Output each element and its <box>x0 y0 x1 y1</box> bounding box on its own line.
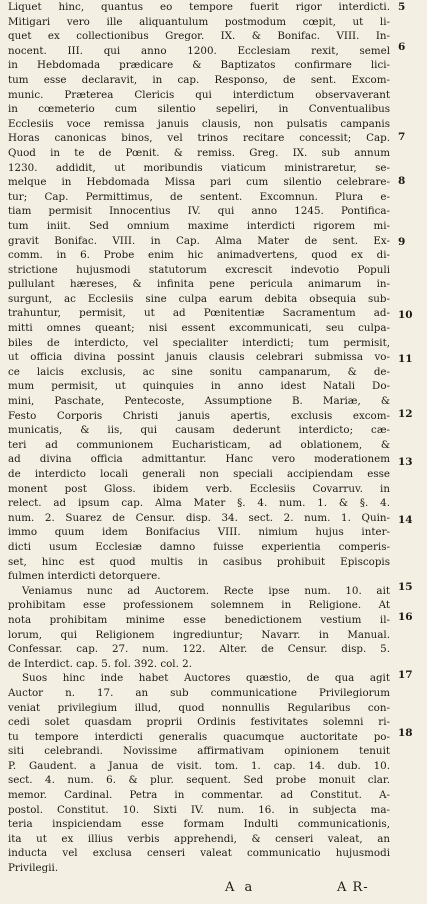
text-line: teria inspiciendam esse formam Indulti communicationis, <box>8 818 390 831</box>
text-line: surgunt, ac Ecclesiis sine culpa earum debita obsequia sub- <box>8 292 390 305</box>
text-line: tu tempore interdicti generalis quacumque auctoritate po- <box>8 730 390 743</box>
text-line: municatis, & iis, qui causam dederunt interdicto; cæ- <box>8 424 390 437</box>
text-line: memor. Cardinal. Petra in commentar. ad Constitut. A- <box>8 789 390 802</box>
text-line: ad divina officia admittantur. Hanc vero moderationem <box>8 453 390 466</box>
text-line: P. Gaudent. a Janua de visit. tom. 1. cap. 14. dub. 10. <box>8 759 390 772</box>
paragraph-start-line: Suos hinc inde habet Auctores quæstio, de qua agit <box>22 672 390 685</box>
text-line: postol. Constitut. 10. Sixti IV. num. 16. in subjecta ma- <box>8 803 390 816</box>
text-line: pullulant hæreses, & infinita pene pericula animarum in- <box>8 278 390 291</box>
text-line: ut officia divina possint januis clausis celebrari submissa vo- <box>8 351 390 364</box>
text-line: siti celebrandi. Novissime affirmativam opinionem tenuit <box>8 745 390 758</box>
text-line: teri ad communionem Eucharisticam, ad oblationem, & <box>8 438 390 451</box>
margin-number: 9 <box>398 236 406 248</box>
text-line: Liquet hinc, quantus eo tempore fuerit rigor interdicti. <box>8 1 390 13</box>
margin-number: 16 <box>398 611 413 623</box>
text-block <box>8 0 390 876</box>
text-line: gravit Bonifac. VIII. in Cap. Alma Mater de sent. Ex- <box>8 234 390 247</box>
text-line: in Hebdomada prædicare & Baptizatos confirmare lici- <box>8 59 390 72</box>
margin-number: 13 <box>398 456 413 468</box>
text-line: num. 2. Suarez de Censur. disp. 34. sect. 2. num. 1. Quin- <box>8 511 390 524</box>
text-line: Confessar. cap. 27. num. 122. Alter. de Censur. disp. 5. <box>8 643 390 656</box>
paragraph-start-line: Veniamus nunc ad Auctorem. Recte ipse num. 10. ait <box>22 584 390 597</box>
margin-number: 18 <box>398 727 413 739</box>
text-line: nota prohibitam minime esse benedictionem vestium il- <box>8 613 390 626</box>
text-line: 1230. addidit, ut moribundis viaticum ministraretur, se- <box>8 161 390 174</box>
margin-number: 5 <box>398 1 406 13</box>
text-line: lorum, qui Religionem ingrediuntur; Navarr. in Manual. <box>8 628 390 641</box>
text-line: fulmen interdicti detorquere. <box>8 570 161 583</box>
signature-mark: A a <box>225 880 256 895</box>
text-line: trahuntur, permisit, ut ad Pœnitentiæ Sacramentum ad- <box>8 307 390 320</box>
text-line: immo quum idem Bonifacius VIII. nimium hujus inter- <box>8 526 390 539</box>
text-line: inducta vel exclusa censeri valeat communicatio hujusmodi <box>8 847 390 860</box>
text-line: tur; Cap. Permittimus, de sentent. Excomnun. Plura e- <box>8 190 390 203</box>
page-footer <box>0 880 427 900</box>
text-line: monent post Gloss. ibidem verb. Ecclesiis Covarruv. in <box>8 482 390 495</box>
text-line: nocent. III. qui anno 1200. Ecclesiam rexit, semel <box>8 44 390 57</box>
catchword: A R- <box>337 880 369 895</box>
text-line: Ecclesiis voce remissa januis clausis, non pulsatis campanis <box>8 117 390 130</box>
text-line: munic. Præterea Clericis qui interdictum observaverant <box>8 88 390 101</box>
text-line: set, hinc est quod multis in casibus prohibuit Episcopis <box>8 555 390 568</box>
text-line: Auctor n. 17. an sub communicatione Privilegiorum <box>8 686 390 699</box>
margin-number: 7 <box>398 131 406 143</box>
margin-number: 6 <box>398 41 406 53</box>
text-line: tum iniit. Sed omnium maxime interdicti rigorem mi- <box>8 219 390 232</box>
text-line: dicti usum Ecclesiæ damno fuisse experientia comperis- <box>8 540 390 553</box>
text-line: ce laicis exclusis, ac sine sonitu campanarum, & de- <box>8 365 390 378</box>
margin-number: 14 <box>398 514 413 526</box>
text-line: in cœmeterio cum silentio sepeliri, in Conventualibus <box>8 103 390 116</box>
margin-number: 11 <box>398 353 413 365</box>
text-line: mitti omnes queant; nisi essent excommunicati, seu culpa- <box>8 322 390 335</box>
text-line: biles de interdicto, vel specialiter interdicti; tum permisit, <box>8 336 390 349</box>
text-line: Privilegii. <box>8 862 59 875</box>
text-line: mini, Paschate, Pentecoste, Assumptione B. Mariæ, & <box>8 395 390 408</box>
text-line: strictione hujusmodi statutorum excrescit indevotio Populi <box>8 263 390 276</box>
text-line: tum esse declaravit, in cap. Responso, de sent. Excom- <box>8 73 390 86</box>
text-line: tiam permisit Innocentius IV. qui anno 1245. Pontifica- <box>8 205 390 218</box>
margin-number: 8 <box>398 175 406 187</box>
margin-number: 10 <box>398 309 413 321</box>
text-line: de interdicto locali generali non speciali accipiendam esse <box>8 468 390 480</box>
text-line: melque in Hebdomada Missa pari cum silentio celebrare- <box>8 176 390 189</box>
text-line: Horas canonicas binos, vel trinos recitare concessit; Cap. <box>8 132 390 145</box>
margin-number: 17 <box>398 669 413 681</box>
margin-number: 12 <box>398 408 413 420</box>
text-line: Festo Corporis Christi januis apertis, exclusis excom- <box>8 409 390 422</box>
text-line: prohibitam esse professionem solemnem in Religione. At <box>8 599 390 612</box>
text-line: de Interdict. cap. 5. fol. 392. col. 2. <box>8 657 192 670</box>
margin-number: 15 <box>398 581 413 593</box>
text-line: sect. 4. num. 6. & plur. sequent. Sed probe monuit clar. <box>8 774 390 787</box>
text-line: ita ut ex illius verbis apprehendi, & censeri valeat, an <box>8 832 390 845</box>
text-line: relect. ad ipsum cap. Alma Mater §. 4. num. 1. & §. 4. <box>8 497 390 510</box>
text-line: comm. in 6. Probe enim hic animadvertens, quod ex di- <box>8 249 390 262</box>
text-line: Quod in te de Pœnit. & remiss. Greg. IX. sub annum <box>8 146 390 159</box>
text-line: cedi solet quasdam proprii Ordinis festivitates solemni ri- <box>8 716 390 729</box>
text-line: quet ex collectionibus Gregor. IX. & Bonifac. VIII. In- <box>8 30 390 43</box>
text-line: mum permisit, ut quinquies in anno idest Natali Do- <box>8 380 390 393</box>
text-line: Mitigari vero ille aliquantulum postmodum cœpit, ut li- <box>8 15 390 28</box>
text-line: veniat privilegium illud, quod nonnullis Regularibus con- <box>8 701 390 714</box>
